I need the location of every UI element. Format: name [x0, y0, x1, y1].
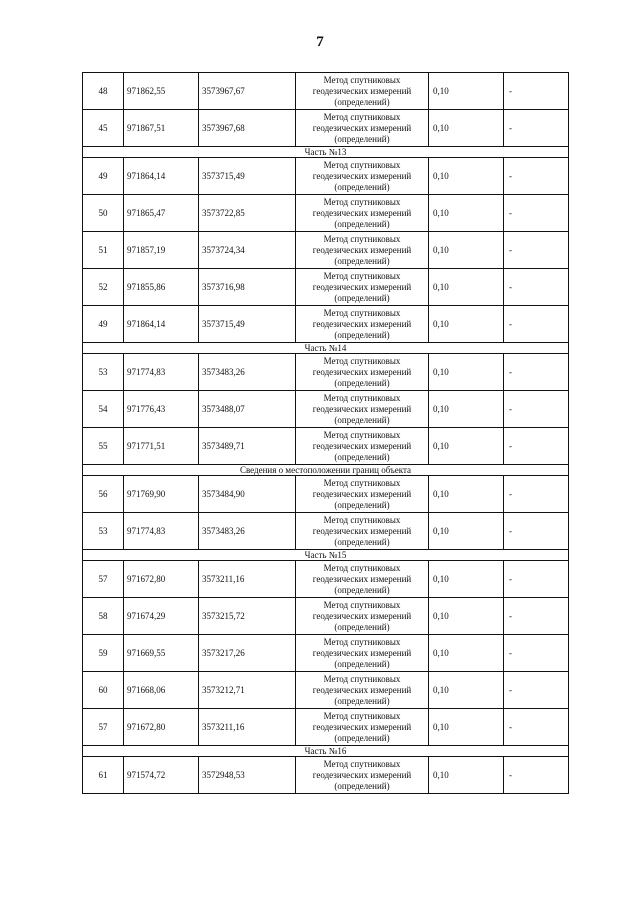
y-coordinate-cell: 3573967,67: [199, 73, 296, 110]
accuracy-cell: 0,10: [429, 513, 504, 550]
method-cell: [296, 306, 429, 343]
accuracy-cell: 0,10: [429, 73, 504, 110]
accuracy-cell: 0,10: [429, 110, 504, 147]
method-line: Метод спутниковых: [323, 477, 401, 488]
y-coordinate-cell: 3573211,16: [199, 709, 296, 746]
description-cell: -: [504, 428, 569, 465]
method-line: (определений): [334, 499, 390, 510]
y-coordinate-cell: 3573715,49: [199, 306, 296, 343]
method-line: Метод спутниковых: [323, 196, 401, 207]
point-number-cell: 54: [83, 391, 124, 428]
y-coordinate-cell: 3573489,71: [199, 428, 296, 465]
method-cell: [296, 195, 429, 232]
accuracy-cell: 0,10: [429, 428, 504, 465]
section-title: Часть №16: [83, 746, 569, 757]
table-row: [83, 73, 569, 110]
y-coordinate-cell: 3573212,71: [199, 672, 296, 709]
method-line: (определений): [334, 414, 390, 425]
table-row: [83, 195, 569, 232]
table-row: [83, 391, 569, 428]
method-line: геодезических измерений: [312, 403, 412, 414]
table-row: [83, 354, 569, 391]
method-line: (определений): [334, 584, 390, 595]
table-row: [83, 757, 569, 794]
description-cell: -: [504, 598, 569, 635]
method-cell: [296, 158, 429, 195]
point-number-cell: 59: [83, 635, 124, 672]
y-coordinate-cell: 3573484,90: [199, 476, 296, 513]
method-line: геодезических измерений: [312, 318, 412, 329]
x-coordinate-cell: 971769,90: [124, 476, 199, 513]
method-cell: [296, 635, 429, 672]
method-line: (определений): [334, 329, 390, 340]
x-coordinate-cell: 971864,14: [124, 158, 199, 195]
section-title: Часть №13: [83, 147, 569, 158]
description-cell: -: [504, 73, 569, 110]
method-line: (определений): [334, 695, 390, 706]
x-coordinate-cell: 971672,80: [124, 709, 199, 746]
method-cell: [296, 513, 429, 550]
method-cell: [296, 672, 429, 709]
description-cell: -: [504, 709, 569, 746]
y-coordinate-cell: 3573722,85: [199, 195, 296, 232]
section-title: Сведения о местоположении границ объекта: [83, 465, 569, 476]
y-coordinate-cell: 3573488,07: [199, 391, 296, 428]
method-line: Метод спутниковых: [323, 429, 401, 440]
method-line: геодезических измерений: [312, 573, 412, 584]
point-number-cell: 57: [83, 709, 124, 746]
method-line: Метод спутниковых: [323, 355, 401, 366]
x-coordinate-cell: 971864,14: [124, 306, 199, 343]
point-number-cell: 53: [83, 513, 124, 550]
point-number-cell: 45: [83, 110, 124, 147]
method-line: геодезических измерений: [312, 525, 412, 536]
accuracy-cell: 0,10: [429, 195, 504, 232]
description-cell: -: [504, 635, 569, 672]
method-line: Метод спутниковых: [323, 270, 401, 281]
method-line: Метод спутниковых: [323, 599, 401, 610]
method-line: геодезических измерений: [312, 207, 412, 218]
x-coordinate-cell: 971857,19: [124, 232, 199, 269]
table-row: [83, 158, 569, 195]
description-cell: -: [504, 757, 569, 794]
method-line: геодезических измерений: [312, 684, 412, 695]
method-cell: [296, 428, 429, 465]
point-number-cell: 50: [83, 195, 124, 232]
method-line: (определений): [334, 732, 390, 743]
description-cell: -: [504, 195, 569, 232]
method-cell: [296, 391, 429, 428]
description-cell: -: [504, 158, 569, 195]
x-coordinate-cell: 971574,72: [124, 757, 199, 794]
method-cell: [296, 561, 429, 598]
method-line: Метод спутниковых: [323, 111, 401, 122]
x-coordinate-cell: 971774,83: [124, 513, 199, 550]
description-cell: -: [504, 306, 569, 343]
section-row: [83, 147, 569, 158]
method-line: геодезических измерений: [312, 610, 412, 621]
method-line: Метод спутниковых: [323, 710, 401, 721]
method-cell: [296, 232, 429, 269]
method-line: Метод спутниковых: [323, 562, 401, 573]
method-line: (определений): [334, 255, 390, 266]
method-line: (определений): [334, 292, 390, 303]
method-line: (определений): [334, 181, 390, 192]
accuracy-cell: 0,10: [429, 561, 504, 598]
method-cell: [296, 110, 429, 147]
accuracy-cell: 0,10: [429, 672, 504, 709]
method-line: геодезических измерений: [312, 647, 412, 658]
x-coordinate-cell: 971674,29: [124, 598, 199, 635]
method-line: геодезических измерений: [312, 440, 412, 451]
method-line: Метод спутниковых: [323, 74, 401, 85]
method-line: (определений): [334, 96, 390, 107]
method-line: Метод спутниковых: [323, 514, 401, 525]
method-line: геодезических измерений: [312, 244, 412, 255]
table-row: [83, 269, 569, 306]
description-cell: -: [504, 232, 569, 269]
x-coordinate-cell: 971669,55: [124, 635, 199, 672]
method-line: (определений): [334, 133, 390, 144]
accuracy-cell: 0,10: [429, 158, 504, 195]
description-cell: -: [504, 513, 569, 550]
point-number-cell: 53: [83, 354, 124, 391]
x-coordinate-cell: 971855,86: [124, 269, 199, 306]
y-coordinate-cell: 3573211,16: [199, 561, 296, 598]
section-title: Часть №14: [83, 343, 569, 354]
point-number-cell: 51: [83, 232, 124, 269]
coordinates-table-body: [83, 73, 569, 794]
point-number-cell: 61: [83, 757, 124, 794]
section-row: [83, 343, 569, 354]
table-row: [83, 476, 569, 513]
coordinates-table: [82, 72, 569, 794]
table-row: [83, 232, 569, 269]
accuracy-cell: 0,10: [429, 635, 504, 672]
y-coordinate-cell: 3573967,68: [199, 110, 296, 147]
method-line: геодезических измерений: [312, 366, 412, 377]
method-cell: [296, 354, 429, 391]
table-row: [83, 598, 569, 635]
y-coordinate-cell: 3573724,34: [199, 232, 296, 269]
accuracy-cell: 0,10: [429, 391, 504, 428]
x-coordinate-cell: 971862,55: [124, 73, 199, 110]
x-coordinate-cell: 971774,83: [124, 354, 199, 391]
description-cell: -: [504, 269, 569, 306]
method-line: геодезических измерений: [312, 122, 412, 133]
section-title: Часть №15: [83, 550, 569, 561]
point-number-cell: 58: [83, 598, 124, 635]
page-number: 7: [316, 34, 324, 50]
table-row: [83, 306, 569, 343]
accuracy-cell: 0,10: [429, 598, 504, 635]
section-row: [83, 746, 569, 757]
accuracy-cell: 0,10: [429, 306, 504, 343]
x-coordinate-cell: 971668,06: [124, 672, 199, 709]
description-cell: -: [504, 476, 569, 513]
y-coordinate-cell: 3573215,72: [199, 598, 296, 635]
x-coordinate-cell: 971865,47: [124, 195, 199, 232]
method-line: Метод спутниковых: [323, 159, 401, 170]
method-line: (определений): [334, 218, 390, 229]
method-cell: [296, 598, 429, 635]
point-number-cell: 60: [83, 672, 124, 709]
table-row: [83, 513, 569, 550]
accuracy-cell: 0,10: [429, 757, 504, 794]
y-coordinate-cell: 3572948,53: [199, 757, 296, 794]
method-line: (определений): [334, 621, 390, 632]
description-cell: -: [504, 391, 569, 428]
section-row: [83, 465, 569, 476]
point-number-cell: 48: [83, 73, 124, 110]
accuracy-cell: 0,10: [429, 232, 504, 269]
section-row: [83, 550, 569, 561]
y-coordinate-cell: 3573217,26: [199, 635, 296, 672]
x-coordinate-cell: 971771,51: [124, 428, 199, 465]
y-coordinate-cell: 3573716,98: [199, 269, 296, 306]
method-line: (определений): [334, 536, 390, 547]
accuracy-cell: 0,10: [429, 476, 504, 513]
method-cell: [296, 476, 429, 513]
method-line: (определений): [334, 780, 390, 791]
table-row: [83, 672, 569, 709]
method-line: геодезических измерений: [312, 488, 412, 499]
method-line: геодезических измерений: [312, 769, 412, 780]
method-line: Метод спутниковых: [323, 636, 401, 647]
point-number-cell: 49: [83, 158, 124, 195]
x-coordinate-cell: 971776,43: [124, 391, 199, 428]
method-line: геодезических измерений: [312, 721, 412, 732]
table-row: [83, 709, 569, 746]
description-cell: -: [504, 354, 569, 391]
accuracy-cell: 0,10: [429, 269, 504, 306]
table-row: [83, 110, 569, 147]
x-coordinate-cell: 971867,51: [124, 110, 199, 147]
point-number-cell: 56: [83, 476, 124, 513]
y-coordinate-cell: 3573715,49: [199, 158, 296, 195]
accuracy-cell: 0,10: [429, 709, 504, 746]
method-line: (определений): [334, 451, 390, 462]
method-cell: [296, 709, 429, 746]
description-cell: -: [504, 561, 569, 598]
y-coordinate-cell: 3573483,26: [199, 354, 296, 391]
method-line: (определений): [334, 377, 390, 388]
x-coordinate-cell: 971672,80: [124, 561, 199, 598]
method-line: геодезических измерений: [312, 281, 412, 292]
method-line: Метод спутниковых: [323, 233, 401, 244]
method-cell: [296, 73, 429, 110]
accuracy-cell: 0,10: [429, 354, 504, 391]
y-coordinate-cell: 3573483,26: [199, 513, 296, 550]
point-number-cell: 52: [83, 269, 124, 306]
description-cell: -: [504, 110, 569, 147]
point-number-cell: 57: [83, 561, 124, 598]
method-line: геодезических измерений: [312, 85, 412, 96]
method-line: (определений): [334, 658, 390, 669]
method-line: Метод спутниковых: [323, 392, 401, 403]
method-cell: [296, 757, 429, 794]
method-line: Метод спутниковых: [323, 307, 401, 318]
method-line: Метод спутниковых: [323, 673, 401, 684]
description-cell: -: [504, 672, 569, 709]
table-row: [83, 635, 569, 672]
point-number-cell: 55: [83, 428, 124, 465]
table-row: [83, 428, 569, 465]
method-line: Метод спутниковых: [323, 758, 401, 769]
table-row: [83, 561, 569, 598]
point-number-cell: 49: [83, 306, 124, 343]
method-cell: [296, 269, 429, 306]
method-line: геодезических измерений: [312, 170, 412, 181]
